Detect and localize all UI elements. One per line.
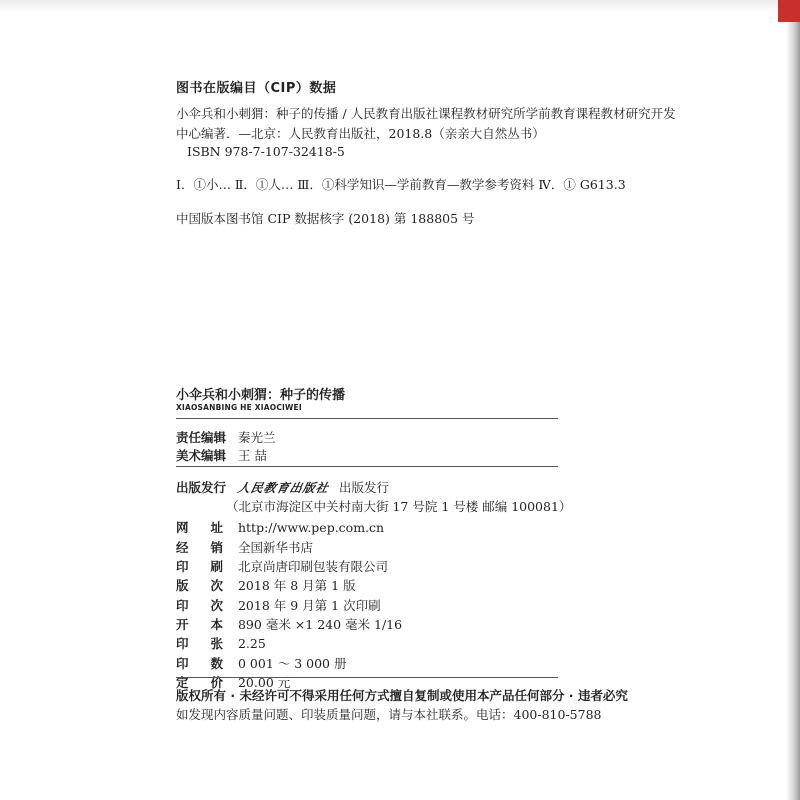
spec-row-sheets (176, 634, 266, 652)
spec-label: 印刷 (176, 559, 246, 574)
spec-row-print-run (176, 654, 346, 672)
spec-value: 0 001 ～ 3 000 册 (237, 656, 347, 671)
cip-citation-line-2: 中心编著．—北京：人民教育出版社，2018.8（亲亲大自然丛书） (176, 126, 545, 141)
book-title-pinyin: XIAOSANBING HE XIAOCIWEI (176, 403, 302, 412)
divider (176, 677, 558, 678)
spec-value: 20.00 元 (237, 675, 291, 690)
copyright-notice: 版权所有 · 未经许可不得采用任何方式擅自复制或使用本产品任何部分 · 违者必究 (176, 688, 628, 703)
spec-label: 印次 (176, 598, 246, 613)
spec-label: 版次 (176, 578, 246, 593)
page-right-edge (786, 0, 800, 800)
spec-row-format (176, 615, 402, 633)
art-editor-row (176, 446, 267, 464)
spec-row-edition (176, 576, 356, 594)
divider (176, 466, 558, 467)
cip-classification: Ⅰ．①小… Ⅱ．①人… Ⅲ．①科学知识—学前教育—教学参考资料 Ⅳ．① G613.3 (176, 177, 626, 192)
spec-label: 经销 (176, 540, 246, 555)
spec-row-distributor (176, 538, 313, 556)
divider (176, 418, 558, 419)
cip-isbn: ISBN 978-7-107-32418-5 (187, 144, 345, 159)
spec-value: 北京尚唐印刷包装有限公司 (237, 559, 388, 574)
page-top-edge (0, 0, 800, 12)
cip-citation-line-1: 小伞兵和小刺猬：种子的传播 / 人民教育出版社课程教材研究所学前教育课程教材研究开发 (176, 106, 676, 121)
spec-value: 2018 年 8 月第 1 版 (237, 578, 356, 593)
art-editor-label: 美术编辑 (176, 448, 227, 463)
spec-label: 开本 (176, 617, 246, 632)
responsible-editor-label: 责任编辑 (176, 430, 227, 445)
responsible-editor-row (176, 428, 276, 446)
publisher-row (176, 478, 389, 496)
art-editor-value: 王 喆 (237, 448, 267, 463)
publisher-suffix: 出版发行 (338, 480, 389, 495)
cover-corner (778, 0, 800, 22)
spec-value: 2.25 (237, 636, 266, 651)
publisher-address: （北京市海淀区中关村南大街 17 号院 1 号楼 邮编 100081） (226, 499, 572, 514)
spec-label: 印数 (176, 656, 246, 671)
spec-label: 定价 (176, 675, 246, 690)
book-title: 小伞兵和小刺猬：种子的传播 (176, 388, 346, 403)
cip-heading: 图书在版编目（CIP）数据 (176, 81, 337, 96)
spec-row-printing (176, 596, 381, 614)
spec-row-website (176, 518, 384, 536)
spec-label: 印张 (176, 636, 246, 651)
spec-row-printer (176, 557, 388, 575)
publisher-label: 出版发行 (176, 480, 227, 495)
spec-value: 2018 年 9 月第 1 次印刷 (237, 598, 381, 613)
quality-contact: 如发现内容质量问题、印装质量问题，请与本社联系。电话：400-810-5788 (176, 707, 602, 722)
cip-data-number: 中国版本图书馆 CIP 数据核字 (2018) 第 188805 号 (176, 211, 475, 226)
spec-label: 网址 (176, 520, 246, 535)
spec-value: 全国新华书店 (237, 540, 313, 555)
spec-value: http://www.pep.com.cn (237, 520, 385, 535)
publisher-logo: 人民教育出版社 (236, 481, 331, 495)
responsible-editor-value: 秦光兰 (237, 430, 276, 445)
spec-value: 890 毫米 ×1 240 毫米 1/16 (237, 617, 403, 632)
